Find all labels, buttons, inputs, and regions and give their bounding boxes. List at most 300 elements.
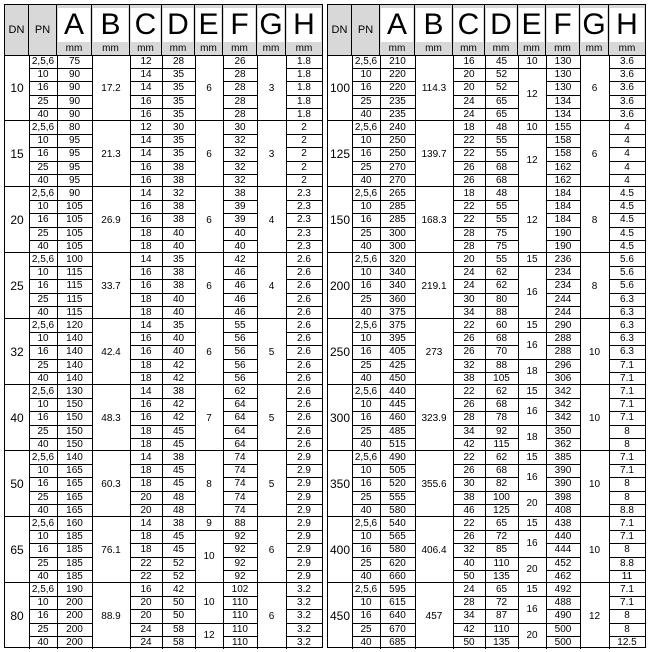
row-rule bbox=[380, 332, 415, 333]
cell-f: 184 bbox=[554, 188, 572, 200]
e-value: 15 bbox=[526, 518, 538, 530]
cell-f: 40 bbox=[234, 227, 246, 239]
cell-a: 320 bbox=[389, 254, 406, 266]
row-rule bbox=[609, 147, 645, 148]
cell-c: 24 bbox=[463, 584, 475, 596]
row-rule bbox=[518, 332, 546, 333]
cell-pn: 10 bbox=[360, 267, 372, 279]
row-rule bbox=[453, 609, 485, 610]
cell-pn: 2,5,6 bbox=[31, 584, 55, 596]
cell-f: 350 bbox=[554, 425, 572, 437]
row-rule bbox=[609, 200, 645, 201]
row-rule bbox=[485, 81, 518, 82]
cell-h: 12.5 bbox=[617, 636, 637, 648]
row-rule bbox=[380, 200, 415, 201]
cell-pn: 40 bbox=[37, 240, 49, 252]
cell-d: 135 bbox=[493, 570, 510, 582]
column-unit: mm bbox=[200, 43, 217, 54]
row-rule bbox=[130, 332, 162, 333]
e-value: 15 bbox=[526, 452, 538, 464]
cell-h: 8.8 bbox=[620, 557, 634, 569]
row-rule bbox=[130, 200, 162, 201]
cell-h: 5.6 bbox=[620, 280, 634, 292]
cell-c: 16 bbox=[140, 333, 152, 345]
row-rule bbox=[546, 491, 580, 492]
cell-h: 2.3 bbox=[297, 201, 311, 213]
cell-h: 2.9 bbox=[297, 531, 311, 543]
cell-c: 16 bbox=[140, 346, 152, 358]
row-rule bbox=[453, 570, 485, 571]
cell-a: 340 bbox=[389, 280, 406, 292]
column-letter: C bbox=[454, 8, 483, 42]
cell-pn: 25 bbox=[360, 359, 372, 371]
row-rule bbox=[223, 398, 257, 399]
cell-a: 485 bbox=[389, 425, 406, 437]
cell-f: 184 bbox=[554, 214, 572, 226]
cell-a: 220 bbox=[389, 69, 406, 81]
cell-h: 4 bbox=[624, 161, 630, 173]
column-header-d bbox=[485, 5, 518, 55]
cell-f: 88 bbox=[234, 518, 246, 530]
cell-a: 450 bbox=[389, 372, 406, 384]
cell-d: 45 bbox=[172, 465, 185, 477]
cell-a: 200 bbox=[66, 597, 83, 609]
cell-a: 285 bbox=[389, 214, 406, 226]
dn-group-150 bbox=[328, 187, 645, 253]
row-rule bbox=[130, 438, 162, 439]
row-rule bbox=[130, 411, 162, 412]
cell-pn: 25 bbox=[360, 95, 372, 107]
row-rule bbox=[57, 359, 92, 360]
cell-d: 45 bbox=[172, 438, 185, 450]
g-value: 4 bbox=[268, 214, 275, 226]
row-rule bbox=[352, 174, 380, 175]
row-rule bbox=[286, 134, 322, 135]
b-value: 355.6 bbox=[421, 478, 447, 490]
row-rule bbox=[130, 557, 162, 558]
row-rule bbox=[162, 240, 195, 241]
dn-value: 15 bbox=[10, 146, 24, 161]
b-value: 42.4 bbox=[101, 346, 121, 358]
row-rule bbox=[609, 557, 645, 558]
cell-c: 28 bbox=[463, 412, 475, 424]
row-rule bbox=[380, 504, 415, 505]
row-rule bbox=[57, 398, 92, 399]
cell-h: 2.3 bbox=[297, 214, 311, 226]
cell-f: 30 bbox=[234, 122, 246, 134]
cell-a: 165 bbox=[66, 504, 83, 516]
row-rule bbox=[352, 266, 380, 267]
cell-c: 28 bbox=[463, 597, 475, 609]
cell-f: 288 bbox=[554, 346, 572, 358]
row-rule bbox=[57, 596, 92, 597]
row-rule bbox=[286, 623, 322, 624]
cell-d: 110 bbox=[493, 557, 510, 569]
cell-d: 68 bbox=[495, 161, 508, 173]
row-rule bbox=[286, 161, 322, 162]
row-rule bbox=[57, 161, 92, 162]
cell-f: 500 bbox=[554, 636, 572, 648]
row-rule bbox=[29, 68, 57, 69]
row-rule bbox=[352, 609, 380, 610]
cell-h: 3.6 bbox=[620, 108, 634, 120]
row-rule bbox=[29, 213, 57, 214]
row-rule bbox=[130, 174, 162, 175]
cell-f: 56 bbox=[234, 359, 246, 371]
row-rule bbox=[223, 174, 257, 175]
cell-h: 2.6 bbox=[297, 306, 311, 318]
cell-a: 300 bbox=[389, 227, 406, 239]
cell-pn: 2,5,6 bbox=[354, 122, 378, 134]
e-value: 6 bbox=[206, 148, 212, 160]
column-letter: C bbox=[131, 8, 160, 42]
cell-a: 425 bbox=[389, 359, 406, 371]
cell-a: 220 bbox=[389, 82, 406, 94]
row-rule bbox=[380, 557, 415, 558]
row-rule bbox=[162, 213, 195, 214]
cell-h: 2.6 bbox=[297, 399, 311, 411]
row-rule bbox=[29, 174, 57, 175]
row-rule bbox=[130, 108, 162, 109]
cell-f: 32 bbox=[234, 161, 246, 173]
cell-h: 7.1 bbox=[620, 399, 634, 411]
row-rule bbox=[130, 266, 162, 267]
row-rule bbox=[380, 425, 415, 426]
row-rule bbox=[485, 438, 518, 439]
cell-pn: 25 bbox=[37, 425, 49, 437]
cell-c: 16 bbox=[140, 412, 152, 424]
row-rule bbox=[609, 213, 645, 214]
row-rule bbox=[130, 240, 162, 241]
row-rule bbox=[485, 240, 518, 241]
row-rule bbox=[609, 438, 645, 439]
dn-value: 40 bbox=[10, 410, 24, 425]
row-rule bbox=[162, 372, 195, 373]
row-rule bbox=[223, 491, 257, 492]
column-unit: mm bbox=[554, 43, 571, 54]
cell-h: 4 bbox=[624, 148, 630, 160]
row-rule bbox=[130, 464, 162, 465]
cell-a: 580 bbox=[389, 504, 406, 516]
row-rule bbox=[546, 398, 580, 399]
dn-value: 125 bbox=[329, 146, 351, 161]
row-rule bbox=[29, 504, 57, 505]
row-rule bbox=[518, 398, 546, 399]
dn-value: 150 bbox=[329, 212, 351, 227]
row-rule bbox=[286, 345, 322, 346]
cell-c: 28 bbox=[463, 227, 475, 239]
b-value: 168.3 bbox=[421, 214, 447, 226]
cell-pn: 16 bbox=[37, 280, 49, 292]
g-value: 6 bbox=[268, 610, 275, 622]
row-rule bbox=[162, 200, 195, 201]
row-rule bbox=[130, 372, 162, 373]
row-rule bbox=[352, 464, 380, 465]
cell-f: 74 bbox=[234, 478, 246, 490]
cell-a: 95 bbox=[68, 174, 81, 186]
cell-h: 8 bbox=[624, 478, 630, 490]
cell-h: 8 bbox=[624, 544, 630, 556]
cell-a: 105 bbox=[66, 201, 83, 213]
e-value: 16 bbox=[526, 603, 538, 615]
cell-c: 24 bbox=[463, 95, 475, 107]
cell-a: 620 bbox=[389, 557, 406, 569]
row-rule bbox=[609, 543, 645, 544]
e-value: 12 bbox=[526, 89, 538, 101]
row-rule bbox=[29, 623, 57, 624]
cell-a: 300 bbox=[389, 240, 406, 252]
row-rule bbox=[223, 570, 257, 571]
cell-pn: 40 bbox=[360, 636, 372, 648]
row-rule bbox=[546, 279, 580, 280]
cell-h: 7.1 bbox=[620, 452, 634, 464]
row-rule bbox=[546, 227, 580, 228]
column-header-e bbox=[518, 5, 546, 55]
cell-pn: 2,5,6 bbox=[31, 518, 55, 530]
row-rule bbox=[162, 596, 195, 597]
cell-h: 2.6 bbox=[297, 267, 311, 279]
cell-d: 42 bbox=[172, 372, 185, 384]
cell-f: 32 bbox=[234, 148, 246, 160]
row-rule bbox=[286, 147, 322, 148]
cell-f: 46 bbox=[234, 293, 246, 305]
e-value: 8 bbox=[206, 478, 212, 490]
cell-h: 7.1 bbox=[620, 372, 634, 384]
cell-h: 2 bbox=[301, 148, 307, 160]
cell-a: 120 bbox=[66, 320, 83, 332]
cell-h: 2.9 bbox=[297, 478, 311, 490]
cell-f: 134 bbox=[554, 108, 572, 120]
cell-f: 56 bbox=[234, 372, 246, 384]
column-header-a bbox=[380, 5, 415, 55]
cell-d: 100 bbox=[493, 491, 510, 503]
row-rule bbox=[546, 293, 580, 294]
cell-pn: 2,5,6 bbox=[31, 254, 55, 266]
row-rule bbox=[57, 227, 92, 228]
cell-f: 46 bbox=[234, 306, 246, 318]
cell-d: 40 bbox=[172, 240, 185, 252]
dimension-table-right bbox=[327, 4, 646, 648]
cell-a: 595 bbox=[389, 584, 406, 596]
row-rule bbox=[380, 147, 415, 148]
row-rule bbox=[380, 108, 415, 109]
row-rule bbox=[485, 398, 518, 399]
cell-c: 14 bbox=[140, 320, 152, 332]
row-rule bbox=[352, 477, 380, 478]
cell-f: 390 bbox=[554, 478, 572, 490]
cell-h: 2.3 bbox=[297, 227, 311, 239]
cell-c: 14 bbox=[140, 518, 152, 530]
dn-group-100 bbox=[328, 55, 645, 121]
cell-f: 244 bbox=[554, 306, 572, 318]
row-rule bbox=[57, 623, 92, 624]
row-rule bbox=[223, 543, 257, 544]
row-rule bbox=[162, 438, 195, 439]
cell-f: 234 bbox=[554, 267, 572, 279]
cell-d: 38 bbox=[172, 386, 185, 398]
g-value: 4 bbox=[268, 280, 275, 292]
cell-d: 38 bbox=[172, 201, 185, 213]
row-rule bbox=[485, 279, 518, 280]
cell-a: 90 bbox=[68, 108, 81, 120]
cell-a: 490 bbox=[389, 452, 406, 464]
column-letter: A bbox=[58, 8, 90, 42]
g-value: 10 bbox=[588, 412, 601, 424]
row-rule bbox=[518, 530, 546, 531]
row-rule bbox=[546, 81, 580, 82]
cell-h: 4.5 bbox=[620, 240, 634, 252]
cell-c: 38 bbox=[463, 491, 475, 503]
row-rule bbox=[453, 279, 485, 280]
cell-d: 38 bbox=[172, 214, 185, 226]
cell-h: 2.6 bbox=[297, 425, 311, 437]
b-value: 17.2 bbox=[101, 82, 121, 94]
cell-a: 140 bbox=[66, 452, 83, 464]
column-unit: mm bbox=[388, 43, 406, 54]
cell-h: 2.6 bbox=[297, 333, 311, 345]
dn-value: 400 bbox=[329, 542, 351, 557]
column-header-dn: DN bbox=[328, 5, 352, 55]
cell-c: 18 bbox=[140, 438, 152, 450]
cell-a: 165 bbox=[66, 465, 83, 477]
row-rule bbox=[162, 359, 195, 360]
dn-value: 200 bbox=[329, 278, 351, 293]
row-rule bbox=[546, 345, 580, 346]
cell-d: 65 bbox=[495, 95, 508, 107]
e-value: 10 bbox=[526, 56, 538, 68]
cell-d: 62 bbox=[495, 452, 508, 464]
column-header-c bbox=[130, 5, 162, 55]
dn-value: 65 bbox=[10, 542, 24, 557]
row-rule bbox=[546, 425, 580, 426]
cell-h: 6.3 bbox=[620, 320, 634, 332]
row-rule bbox=[57, 266, 92, 267]
cell-f: 288 bbox=[554, 333, 572, 345]
row-rule bbox=[485, 227, 518, 228]
cell-pn: 2,5,6 bbox=[354, 452, 378, 464]
cell-c: 12 bbox=[140, 56, 152, 68]
e-value: 10 bbox=[526, 122, 538, 134]
column-letter: B bbox=[416, 8, 451, 42]
b-value: 219.1 bbox=[421, 280, 447, 292]
g-value: 5 bbox=[268, 346, 275, 358]
row-rule bbox=[546, 464, 580, 465]
row-rule bbox=[352, 543, 380, 544]
row-rule bbox=[130, 279, 162, 280]
row-rule bbox=[286, 213, 322, 214]
cell-a: 150 bbox=[66, 399, 83, 411]
row-rule bbox=[380, 68, 415, 69]
cell-pn: 10 bbox=[360, 465, 372, 477]
cell-c: 16 bbox=[140, 95, 152, 107]
cell-h: 3.6 bbox=[620, 56, 634, 68]
row-rule bbox=[130, 161, 162, 162]
cell-d: 35 bbox=[172, 320, 185, 332]
cell-a: 90 bbox=[68, 95, 81, 107]
cell-d: 45 bbox=[172, 544, 185, 556]
cell-h: 1.8 bbox=[297, 56, 311, 68]
cell-pn: 2,5,6 bbox=[354, 518, 378, 530]
cell-c: 18 bbox=[140, 240, 152, 252]
cell-c: 28 bbox=[463, 240, 475, 252]
column-unit: mm bbox=[523, 43, 540, 54]
dn-group-200 bbox=[328, 253, 645, 319]
cell-h: 4 bbox=[624, 174, 630, 186]
row-rule bbox=[57, 609, 92, 610]
e-value: 6 bbox=[206, 82, 212, 94]
row-rule bbox=[546, 438, 580, 439]
cell-a: 90 bbox=[68, 188, 81, 200]
cell-pn: 40 bbox=[37, 174, 49, 186]
cell-d: 75 bbox=[495, 227, 508, 239]
row-rule bbox=[609, 636, 645, 637]
cell-h: 7.1 bbox=[620, 359, 634, 371]
cell-h: 2 bbox=[301, 161, 307, 173]
cell-d: 62 bbox=[495, 267, 508, 279]
cell-d: 68 bbox=[495, 399, 508, 411]
cell-f: 155 bbox=[554, 122, 572, 134]
cell-pn: 40 bbox=[37, 570, 49, 582]
row-rule bbox=[130, 68, 162, 69]
cell-f: 110 bbox=[232, 597, 248, 609]
dn-group-450 bbox=[328, 583, 645, 649]
cell-a: 100 bbox=[66, 254, 83, 266]
row-rule bbox=[485, 596, 518, 597]
cell-h: 3.2 bbox=[297, 623, 311, 635]
row-rule bbox=[518, 68, 546, 69]
cell-c: 50 bbox=[463, 570, 475, 582]
cell-f: 440 bbox=[554, 531, 572, 543]
cell-h: 7.1 bbox=[620, 531, 634, 543]
b-value: 21.3 bbox=[101, 148, 121, 160]
row-rule bbox=[286, 557, 322, 558]
cell-h: 2.9 bbox=[297, 518, 311, 530]
cell-d: 87 bbox=[495, 610, 508, 622]
cell-d: 68 bbox=[495, 333, 508, 345]
row-rule bbox=[609, 464, 645, 465]
cell-c: 18 bbox=[140, 425, 152, 437]
cell-f: 28 bbox=[234, 95, 246, 107]
row-rule bbox=[57, 332, 92, 333]
cell-d: 52 bbox=[172, 557, 185, 569]
row-rule bbox=[352, 279, 380, 280]
dn-group-250 bbox=[328, 319, 645, 385]
column-header-d bbox=[162, 5, 195, 55]
cell-a: 95 bbox=[68, 135, 81, 147]
row-rule bbox=[352, 596, 380, 597]
cell-f: 74 bbox=[234, 452, 246, 464]
row-rule bbox=[546, 570, 580, 571]
column-letter: E bbox=[196, 8, 221, 42]
row-rule bbox=[130, 359, 162, 360]
row-rule bbox=[57, 372, 92, 373]
cell-d: 45 bbox=[172, 478, 185, 490]
column-unit: mm bbox=[585, 43, 603, 54]
cell-pn: 40 bbox=[37, 108, 49, 120]
cell-c: 12 bbox=[140, 122, 152, 134]
cell-c: 32 bbox=[463, 359, 475, 371]
row-rule bbox=[453, 425, 485, 426]
cell-f: 110 bbox=[232, 610, 248, 622]
g-value: 6 bbox=[591, 148, 598, 160]
row-rule bbox=[162, 425, 195, 426]
row-rule bbox=[352, 95, 380, 96]
row-rule bbox=[609, 108, 645, 109]
dn-group-50 bbox=[5, 451, 322, 517]
cell-c: 14 bbox=[140, 452, 152, 464]
cell-h: 7.1 bbox=[620, 465, 634, 477]
cell-a: 130 bbox=[66, 386, 83, 398]
